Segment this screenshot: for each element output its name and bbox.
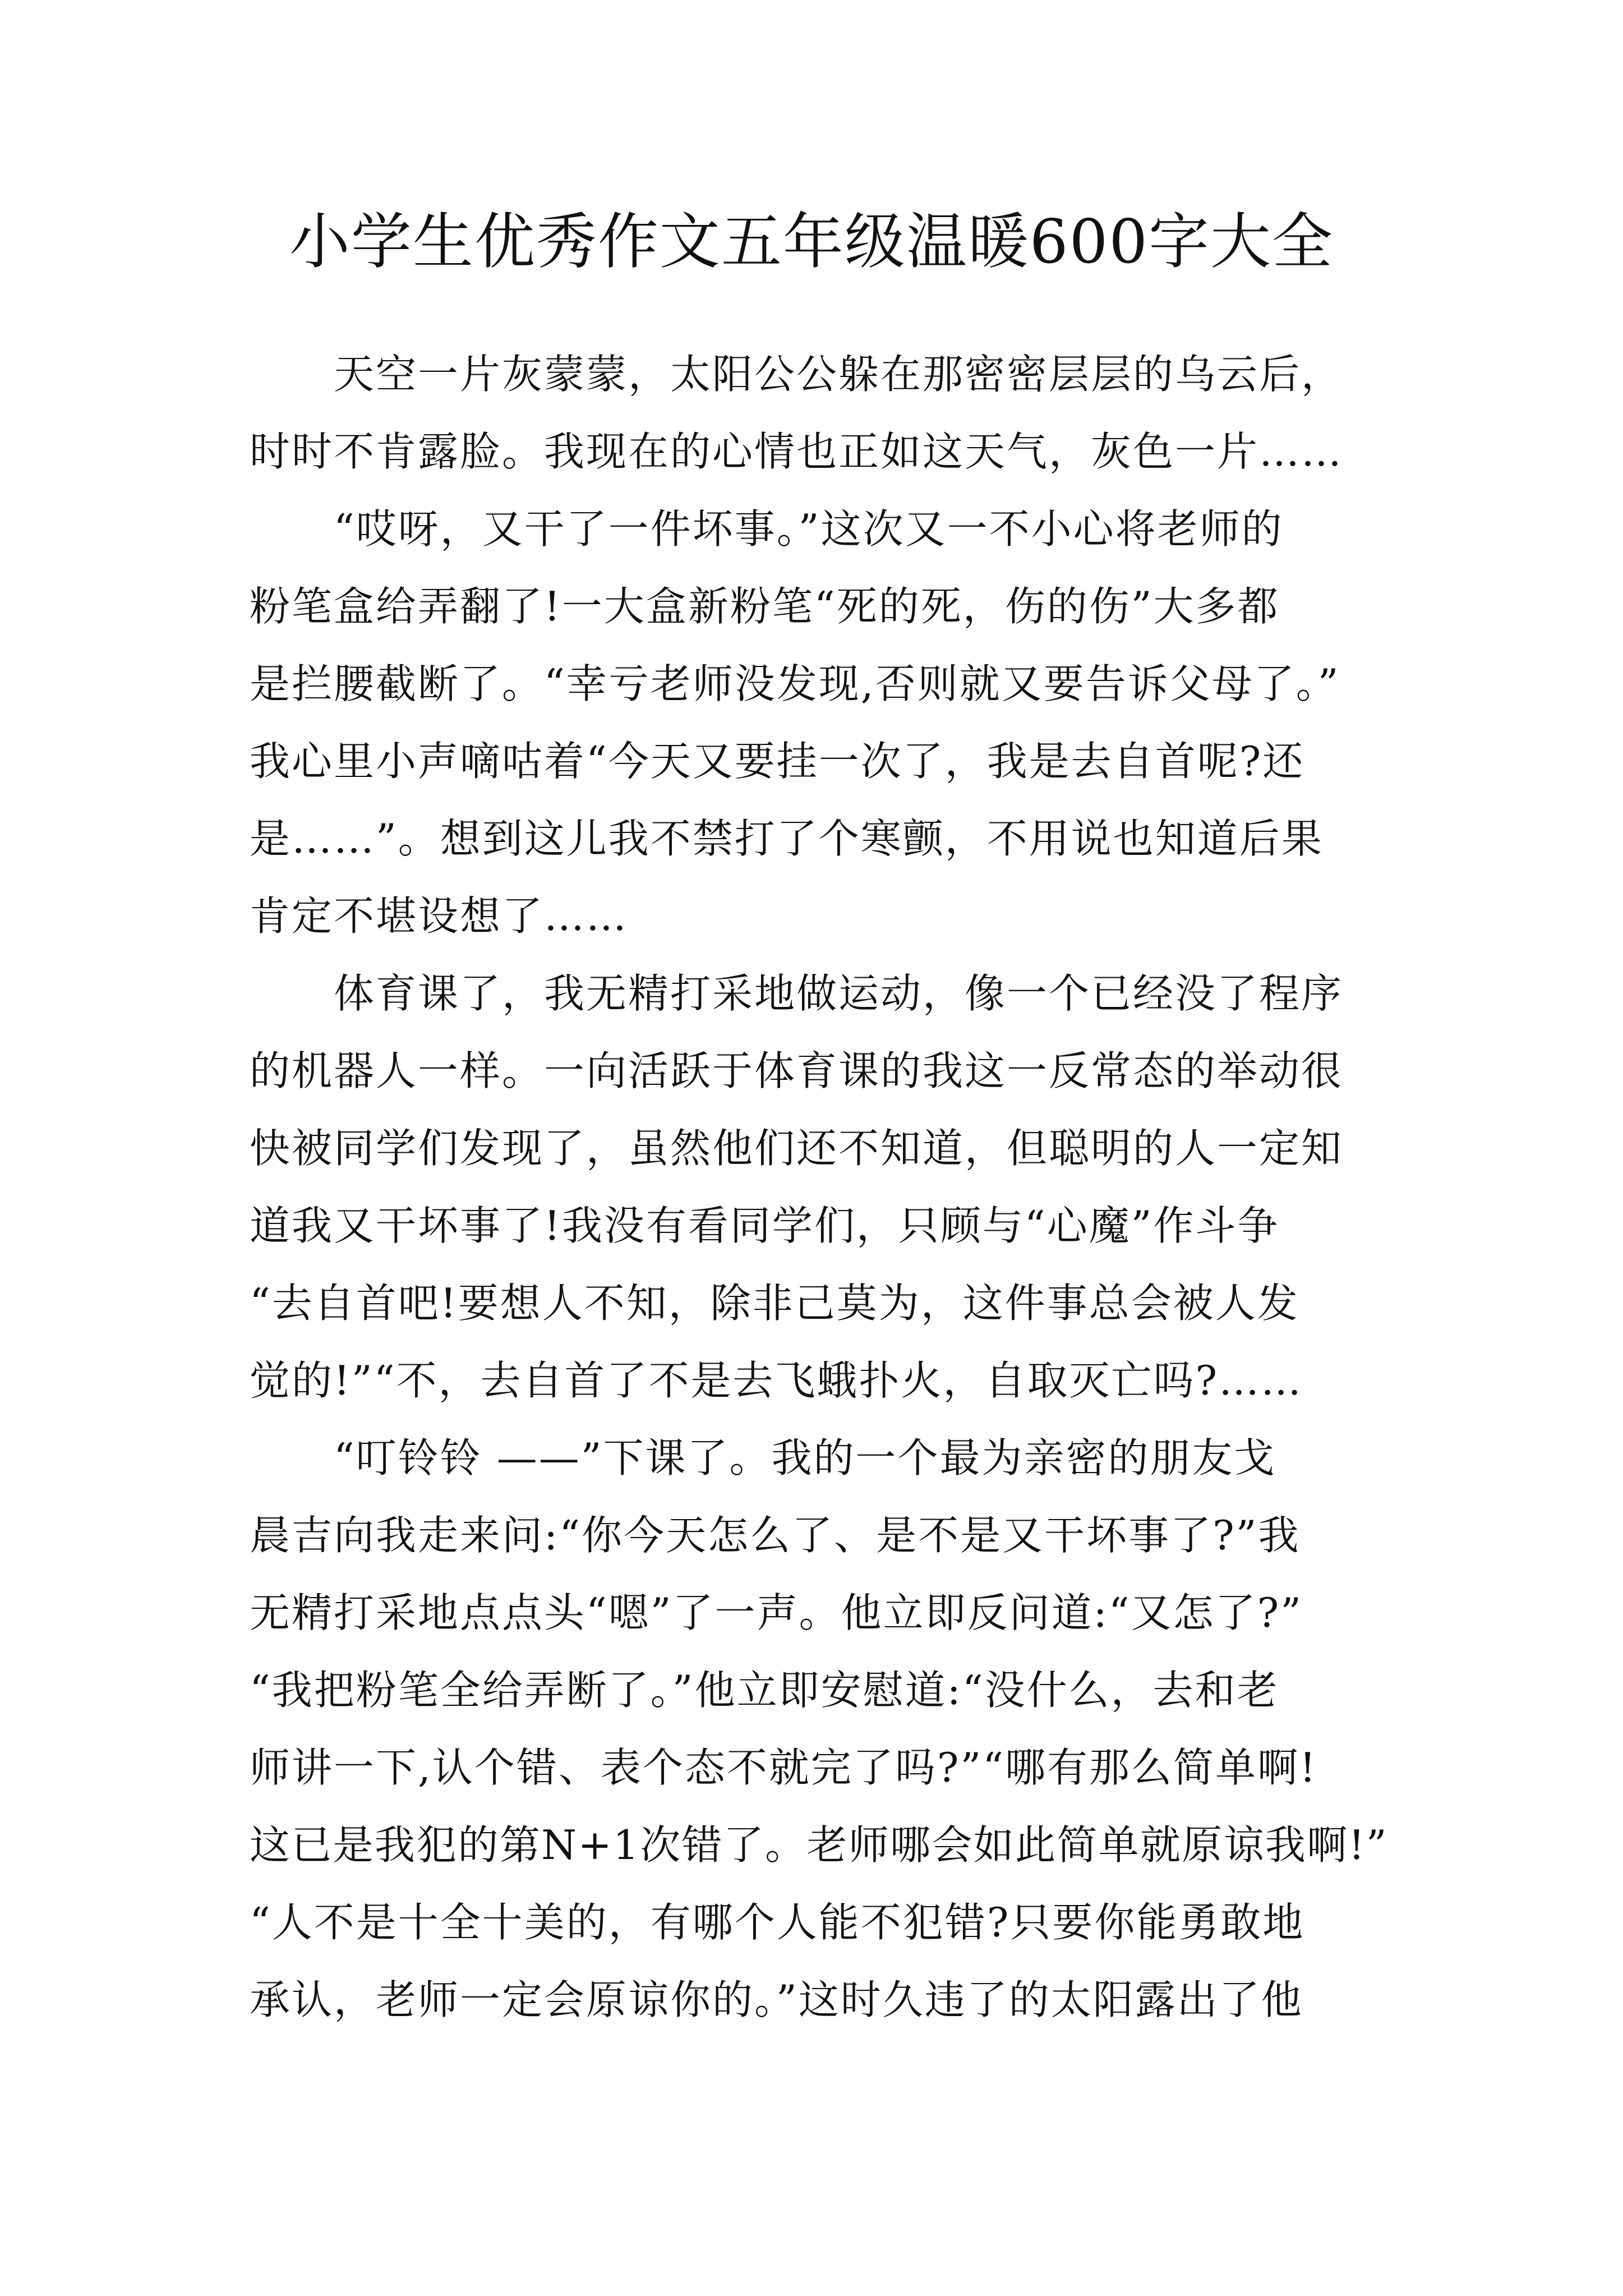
essay-line: 快被同学们发现了，虽然他们还不知道，但聪明的人一定知 — [250, 1125, 1344, 1172]
essay-line: 天空一片灰蒙蒙，太阳公公躲在那密密层层的乌云后， — [334, 351, 1344, 398]
essay-line: 承认，老师一定会原谅你的。”这时久违了的太阳露出了他 — [250, 1976, 1303, 2023]
essay-line: 是……”。想到这儿我不禁打了个寒颤，不用说也知道后果 — [250, 815, 1324, 862]
essay-line: 我心里小声嘀咕着“今天又要挂一次了，我是去自首呢?还 — [250, 738, 1305, 785]
essay-body — [250, 335, 1388, 2039]
essay-line: “人不是十全十美的，有哪个人能不犯错?只要你能勇敢地 — [250, 1899, 1305, 1946]
essay-line: “去自首吧!要想人不知，除非己莫为，这件事总会被人发 — [250, 1280, 1299, 1327]
essay-line: 觉的!”“不，去自首了不是去飞蛾扑火，自取灭亡吗?…… — [250, 1357, 1303, 1404]
essay-line: 体育课了，我无精打采地做运动，像一个已经没了程序 — [334, 970, 1344, 1017]
essay-line: 肯定不堪设想了…… — [250, 892, 629, 940]
essay-line: “哎呀，又干了一件坏事。”这次又一不小心将老师的 — [334, 505, 1284, 553]
essay-line: 道我又干坏事了!我没有看同学们，只顾与“心魔”作斗争 — [250, 1202, 1280, 1249]
essay-line: 是拦腰截断了。“幸亏老师没发现,否则就又要告诉父母了。” — [250, 660, 1340, 707]
essay-line: 师讲一下,认个错、表个态不就完了吗?”“哪有那么简单啊! — [250, 1744, 1318, 1791]
essay-line: 粉笔盒给弄翻了!一大盒新粉笔“死的死，伤的伤”大多都 — [250, 583, 1280, 630]
essay-line: “叮铃铃 ——”下课了。我的一个最为亲密的朋友戈 — [334, 1434, 1276, 1481]
essay-line: 时时不肯露脸。我现在的心情也正如这天气，灰色一片…… — [250, 428, 1344, 475]
essay-line: 的机器人一样。一向活跃于体育课的我这一反常态的举动很 — [250, 1047, 1344, 1094]
document-title: 小学生优秀作文五年级温暖600字大全 — [289, 207, 1334, 277]
essay-line: 这已是我犯的第N+1次错了。老师哪会如此简单就原谅我啊!” — [250, 1821, 1388, 1869]
essay-line: 无精打采地点点头“嗯”了一声。他立即反问道:“又怎了?” — [250, 1589, 1303, 1636]
essay-line: 晨吉向我走来问:“你今天怎么了、是不是又干坏事了?”我 — [250, 1512, 1301, 1559]
essay-line: “我把粉笔全给弄断了。”他立即安慰道:“没什么，去和老 — [250, 1667, 1279, 1714]
